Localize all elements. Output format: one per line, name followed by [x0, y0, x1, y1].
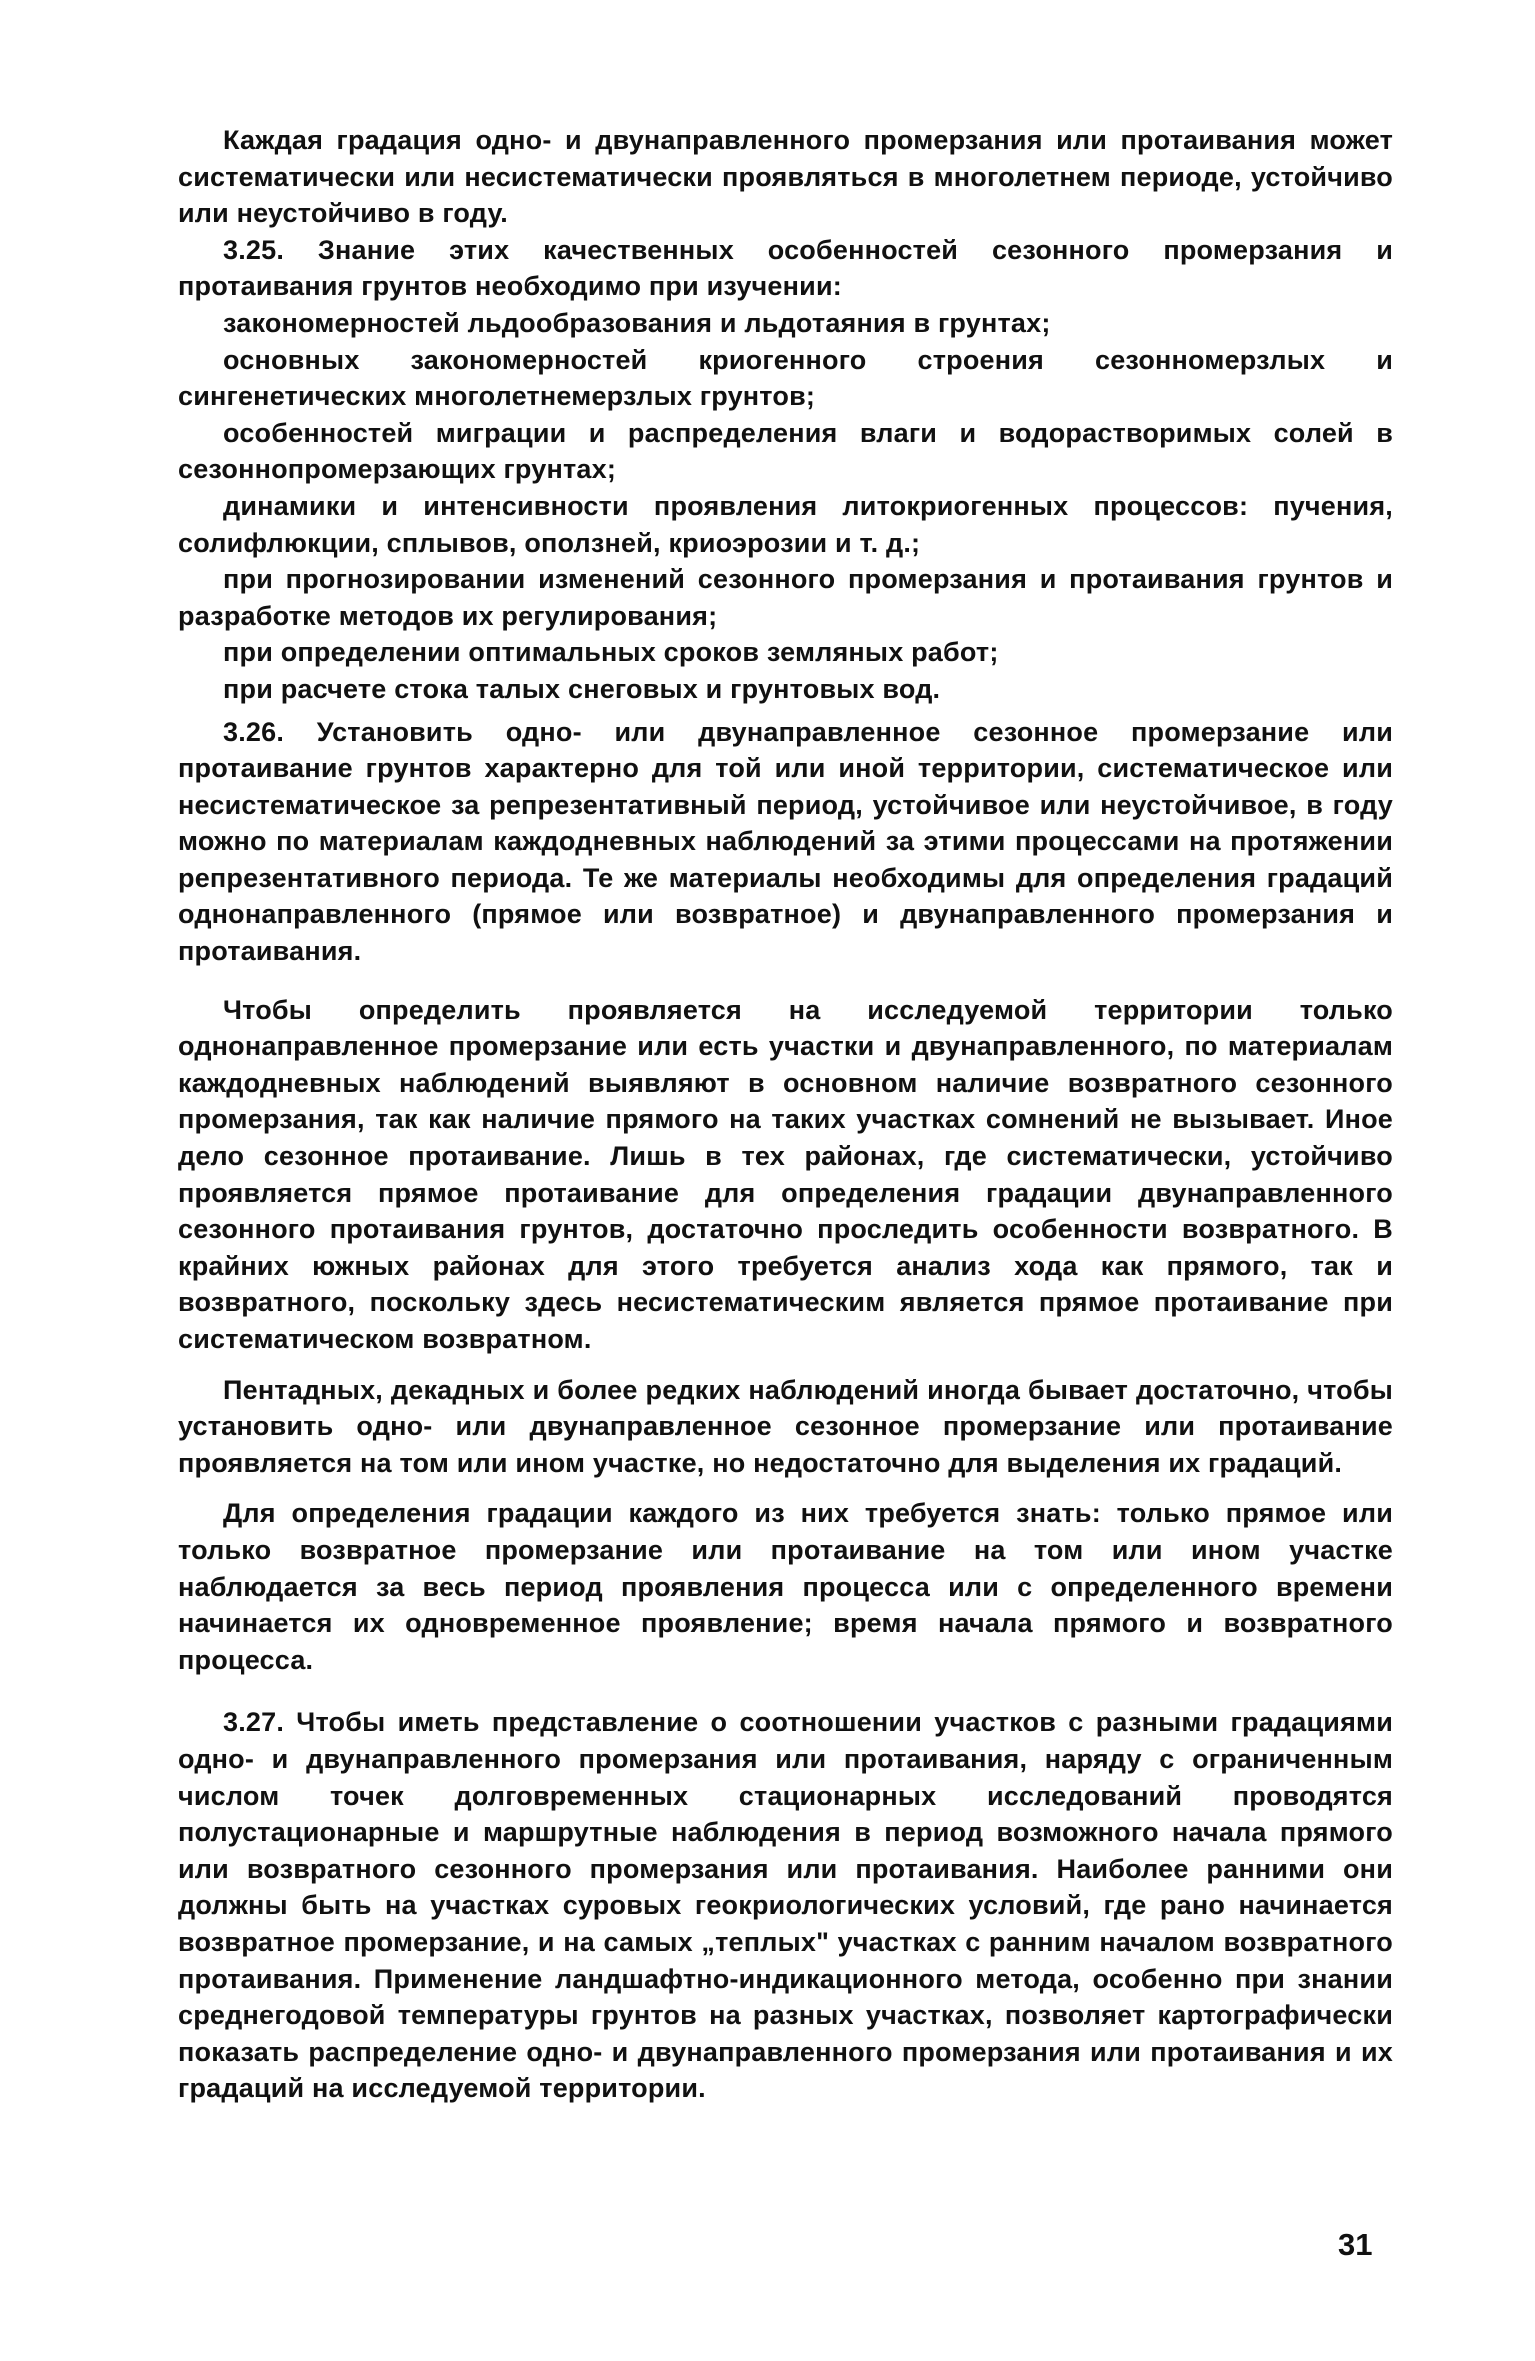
- paragraph-3-27: 3.27. Чтобы иметь представление о соотношении участков с разными градациями одно- и двунаправленного промерзания или протаивания, наряду с ограниченным числом точек долговременных стационарных исследований проводятся полустационарные и маршрутные наблюдения в период возможного начала прямого или возвратного сезонного промерзания или протаивания. Наиболее ранними они должны быть на участках суровых геокриологических условий, где рано начинается возвратное промерзание, и на самых „теплых" участках с ранним началом возвратного протаивания. Применение ландшафтно-индикационного метода, особенно при знании среднегодовой температуры грунтов на разных участках, позволяет картографически показать распределение одно- и двунаправленного промерзания или протаивания и их градаций на исследуемой территории.: [178, 1707, 1393, 2104]
- paragraph-gradation-intro: Каждая градация одно- и двунаправленного промерзания или протаивания может систематически или несистематически проявляться в многолетнем периоде, устойчиво или неустойчиво в году.: [178, 125, 1393, 229]
- list-item-forecasting: при прогнозировании изменений сезонного промерзания и протаивания грунтов и разработке методов их регулирования;: [178, 564, 1393, 631]
- paragraph-3-25: 3.25. Знание этих качественных особенностей сезонного промерзания и протаивания грунтов необходимо при изучении:: [178, 234, 1393, 302]
- list-item-moisture-migration: особенностей миграции и распределения влаги и водорастворимых солей в сезоннопромерзающих грунтах;: [178, 417, 1393, 485]
- paragraph-pentad-observations: Пентадных, декадных и более редких наблюдений иногда бывает достаточно, чтобы установить одно- или двунаправленное сезонное промерзание или протаивание проявляется на том или ином участке, но недостаточно для выделения их градаций.: [178, 1374, 1393, 1478]
- page-number: 31: [1338, 2227, 1373, 2262]
- list-item-earthworks: при определении оптимальных сроков земляных работ;: [223, 637, 999, 668]
- paragraph-gradation-requirements: Для определения градации каждого из них требуется знать: только прямое или только возвратное промерзание или протаивание на том или ином участке наблюдается за весь период проявления процесса или с определенного времени начинается их одновременное проявление; время начала прямого и возвратного процесса.: [178, 1498, 1393, 1675]
- body-text: [178, 122, 1393, 2107]
- list-item-runoff: при расчете стока талых снеговых и грунтовых вод.: [223, 673, 941, 704]
- list-item-ice-formation: закономерностей льдообразования и льдотаяния в грунтах;: [223, 307, 1051, 338]
- paragraph-3-26: 3.26. Установить одно- или двунаправленное сезонное промерзание или протаивание грунтов характерно для той или иной территории, систематическое или несистематическое за репрезентативный период, устойчивое или неустойчивое, в году можно по материалам каждодневных наблюдений за этими процессами на протяжении репрезентативного периода. Те же материалы необходимы для определения градаций однонаправленного (прямое или возвратное) и двунаправленного промерзания и протаивания.: [178, 716, 1393, 967]
- list-item-lithocryogenic-processes: динамики и интенсивности проявления литокриогенных процессов: пучения, солифлюкции, сплывов, оползней, криоэрозии и т. д.;: [178, 490, 1393, 558]
- paragraph-determination: Чтобы определить проявляется на исследуемой территории только однонаправленное промерзание или есть участки и двунаправленного, по материалам каждодневных наблюдений выявляют в основном наличие возвратного сезонного промерзания, так как наличие прямого на таких участках сомнений не вызывает. Иное дело сезонное протаивание. Лишь в тех районах, где систематически, устойчиво проявляется прямое протаивание для определения градации двунаправленного сезонного протаивания грунтов, достаточно проследить особенности возвратного. В крайних южных районах для этого требуется анализ хода как прямого, так и возвратного, поскольку здесь несистематическим является прямое протаивание при систематическом возвратном.: [178, 994, 1393, 1354]
- list-item-cryogenic-structure: основных закономерностей криогенного строения сезонномерзлых и сингенетических многолетнемерзлых грунтов;: [178, 344, 1393, 412]
